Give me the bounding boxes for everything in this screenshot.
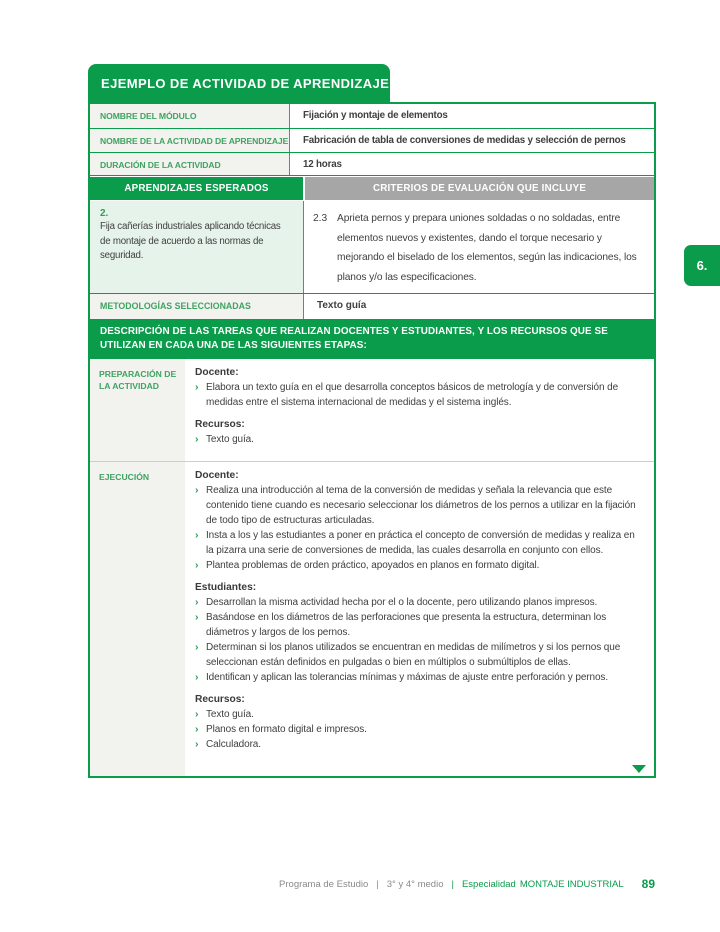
list-item — [195, 737, 642, 752]
content-area — [88, 64, 656, 778]
bullet-text: Identifican y aplican las tolerancias mínimas y máximas de ajuste entre perforación y pernos. — [206, 672, 609, 683]
evaluation-criteria-header: CRITERIOS DE EVALUACIÓN QUE INCLUYE — [305, 177, 654, 200]
activity-table — [88, 102, 656, 778]
stage-row-preparation — [90, 359, 654, 461]
list-item — [195, 528, 642, 558]
footer-separator: | — [451, 878, 454, 890]
students-heading: Estudiantes: — [195, 582, 257, 593]
chapter-tab — [684, 245, 720, 286]
chapter-tab-number: 6. — [696, 258, 708, 273]
bullet-text: Planos en formato digital e impresos. — [206, 724, 367, 735]
execution-stage-content — [185, 462, 654, 776]
students-group — [195, 582, 642, 685]
bullet-text: Elabora un texto guía en el que desarrolla conceptos básicos de metrología y de conversión de medidas entre el sistema internacional de medidas y el sistema inglés. — [206, 382, 619, 408]
duration-value: 12 horas — [303, 159, 342, 170]
criterion-text: Aprieta pernos y prepara uniones soldadas o no soldadas, entre elementos nuevos y existentes, dando el torque necesario y mejorando el biselado de los elementos, según las indicaciones, los planos y/o las especificaciones. — [337, 213, 637, 283]
bullet-text: Desarrollan la misma actividad hecha por el o la docente, pero utilizando planos impresos. — [206, 597, 598, 608]
bullet-icon: › — [195, 381, 199, 393]
bullet-text: Texto guía. — [206, 709, 254, 720]
bullet-icon: › — [195, 484, 199, 496]
bullet-text: Basándose en los diámetros de las perforaciones que presenta la estructura, determinan los diámetros y largos de los pernos. — [206, 612, 607, 638]
bullet-text: Determinan si los planos utilizados se encuentran en medidas de milímetros y si los pernos que seleccionan están definidos en pulgadas o bien en múltiplos o submúltiplos de ellas. — [206, 642, 621, 668]
list-item — [195, 595, 642, 610]
footer-specialty-name: MONTAJE INDUSTRIAL — [519, 878, 624, 890]
expected-learnings-header: APRENDIZAJES ESPERADOS — [90, 177, 303, 200]
table-row-module-name — [90, 104, 654, 129]
criteria-header-row — [90, 176, 654, 201]
objective-number: 2. — [100, 208, 109, 219]
footer-grade: 3° y 4° medio — [386, 878, 444, 890]
methodology-value: Texto guía — [317, 300, 367, 311]
preparation-stage-content — [185, 359, 654, 461]
bullet-icon: › — [195, 723, 199, 735]
module-name-label: NOMBRE DEL MÓDULO — [90, 104, 290, 128]
stage-row-execution — [90, 461, 654, 776]
list-item — [195, 670, 642, 685]
bullet-icon: › — [195, 738, 199, 750]
module-name-value: Fijación y montaje de elementos — [303, 110, 448, 121]
list-item — [195, 707, 642, 722]
table-row-activity-name — [90, 129, 654, 153]
bullet-icon: › — [195, 641, 199, 653]
bullet-icon: › — [195, 559, 199, 571]
evaluation-criterion-cell — [304, 201, 654, 293]
duration-label: DURACIÓN DE LA ACTIVIDAD — [90, 153, 290, 175]
continuation-arrow-icon — [632, 765, 646, 773]
list-item — [195, 432, 642, 447]
page-footer — [279, 877, 655, 891]
bullet-text: Texto guía. — [206, 434, 254, 445]
page-number: 89 — [641, 877, 655, 891]
list-item — [195, 558, 642, 573]
bullet-icon: › — [195, 708, 199, 720]
list-item — [195, 722, 642, 737]
table-row-duration — [90, 153, 654, 176]
list-item — [195, 610, 642, 640]
activity-name-value: Fabricación de tabla de conversiones de medidas y selección de pernos — [303, 135, 626, 146]
bullet-icon: › — [195, 596, 199, 608]
bullet-icon: › — [195, 671, 199, 683]
description-banner: DESCRIPCIÓN DE LAS TAREAS QUE REALIZAN DOCENTES Y ESTUDIANTES, Y LOS RECURSOS QUE SE UTILIZAN EN CADA UNA DE LAS SIGUIENTES ETAPAS: — [90, 319, 654, 359]
table-row-methodology — [90, 294, 654, 319]
resources-heading: Recursos: — [195, 419, 245, 430]
footer-specialty-prefix: Especialidad — [461, 878, 516, 890]
bullet-icon: › — [195, 433, 199, 445]
footer-program: Programa de Estudio — [279, 878, 369, 890]
teacher-heading: Docente: — [195, 470, 239, 481]
activity-name-label: NOMBRE DE LA ACTIVIDAD DE APRENDIZAJE — [90, 129, 290, 152]
learning-objective-cell — [90, 201, 304, 293]
teacher-group — [195, 470, 642, 573]
preparation-stage-label: PREPARACIÓN DE LA ACTIVIDAD — [90, 359, 185, 461]
resources-heading: Recursos: — [195, 694, 245, 705]
teacher-group — [195, 367, 642, 410]
bullet-text: Calculadora. — [206, 739, 261, 750]
criterion-number: 2.3 — [313, 213, 328, 224]
criteria-content-row — [90, 201, 654, 294]
bullet-text: Insta a los y las estudiantes a poner en práctica el concepto de conversión de medidas y realiza en la pizarra una serie de conversiones de medida, las cuales desarrolla en conjunto con ellos. — [206, 530, 635, 556]
methodology-label: METODOLOGÍAS SELECCIONADAS — [90, 294, 304, 319]
resources-group — [195, 419, 642, 447]
resources-group — [195, 694, 642, 752]
objective-text: Fija cañerías industriales aplicando técnicas de montaje de acuerdo a las normas de seguridad. — [100, 221, 281, 261]
execution-stage-label: EJECUCIÓN — [90, 462, 185, 776]
list-item — [195, 483, 642, 528]
bullet-text: Plantea problemas de orden práctico, apoyados en planos en formato digital. — [206, 560, 540, 571]
list-item — [195, 640, 642, 670]
bullet-icon: › — [195, 611, 199, 623]
page-title: EJEMPLO DE ACTIVIDAD DE APRENDIZAJE — [88, 64, 390, 102]
footer-separator: | — [376, 878, 379, 890]
bullet-text: Realiza una introducción al tema de la conversión de medidas y señala la relevancia que este contenido tiene cuando es necesario seleccionar los diámetros de los pernos a utilizar en la fijación de todo tipo de estructuras articuladas. — [206, 485, 636, 526]
teacher-heading: Docente: — [195, 367, 239, 378]
bullet-icon: › — [195, 529, 199, 541]
list-item — [195, 380, 642, 410]
